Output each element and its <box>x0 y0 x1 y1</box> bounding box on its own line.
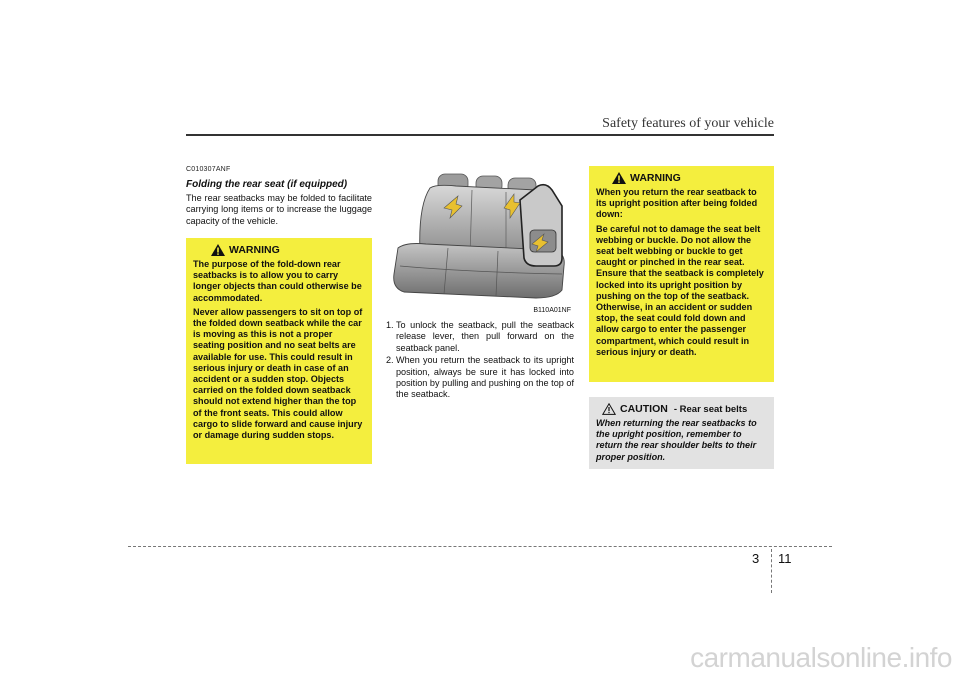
section-code: C010307ANF <box>186 166 231 173</box>
page-number: 11 <box>778 551 792 566</box>
warning-box-right <box>589 166 774 382</box>
list-item <box>386 320 574 354</box>
left-column <box>186 166 372 227</box>
caution-text: When returning the rear seatbacks to the upright position, remember to return the rear shoulder belts to their proper position. <box>596 418 757 462</box>
list-item <box>386 355 574 401</box>
list-number: 2. <box>386 355 394 366</box>
rear-seat-illustration <box>386 166 574 316</box>
header-divider <box>186 134 774 136</box>
warning-box-left <box>186 238 372 464</box>
warning-triangle-icon <box>211 244 225 256</box>
warning-paragraph: When you return the rear seatback to its upright position after being folded down: <box>596 187 758 220</box>
caution-subtitle: - Rear seat belts <box>673 403 748 415</box>
watermark: carmanualsonline.info <box>690 642 952 673</box>
page-header-title: Safety features of your vehicle <box>602 116 774 131</box>
instruction-list <box>386 320 574 402</box>
caution-header <box>602 403 767 415</box>
warning-paragraph: The purpose of the fold-down rear seatbacks is to allow you to carry longer objects than could otherwise be accommodated. <box>193 259 362 303</box>
warning-title: WARNING <box>229 244 280 256</box>
caution-triangle-icon <box>602 403 616 415</box>
warning-header <box>211 244 365 256</box>
warning-header <box>612 172 767 184</box>
warning-title: WARNING <box>630 172 681 184</box>
warning-paragraph: Be careful not to damage the seat belt webbing or buckle. Do not allow the seat belt webbing or buckle to get caught or pinched in the rear seat. Ensure that the seatback is completely locked into its upright position by pushing on the top of the seatback. Otherwise, in an accident or sudden stop, the seat could fold down and allow cargo to enter the passenger compartment, which could result in serious injury or death. <box>596 223 764 357</box>
page-number-divider <box>771 549 772 593</box>
figure-caption: B110A01NF <box>533 307 571 314</box>
list-text: When you return the seatback to its upright position, always be sure it has locked into position by pulling and pushing on the top of the seatback. <box>396 355 574 400</box>
caution-box <box>589 397 774 469</box>
section-subtitle: Folding the rear seat (if equipped) <box>186 179 348 190</box>
rear-seat-figure <box>386 166 574 316</box>
list-text: To unlock the seatback, pull the seatback release lever, then pull forward on the seatback panel. <box>396 320 574 353</box>
warning-triangle-icon <box>612 172 626 184</box>
chapter-number: 3 <box>752 551 760 566</box>
footer-divider <box>128 546 832 547</box>
warning-paragraph: Never allow passengers to sit on top of the folded down seatback while the car is moving as this is not a proper seating position and no seat belts are available for use. This could result in serious injury or death in case of an accident or a sudden stop. Objects carried on the folded down seatback should not extend higher than the top of the front seats. This could allow cargo to slide forward and cause injury or damage during sudden stops. <box>193 306 363 441</box>
caution-title: CAUTION <box>620 403 668 415</box>
section-body: The rear seatbacks may be folded to facilitate carrying long items or to increase the luggage capacity of the vehicle. <box>186 193 372 226</box>
list-number: 1. <box>386 320 394 330</box>
